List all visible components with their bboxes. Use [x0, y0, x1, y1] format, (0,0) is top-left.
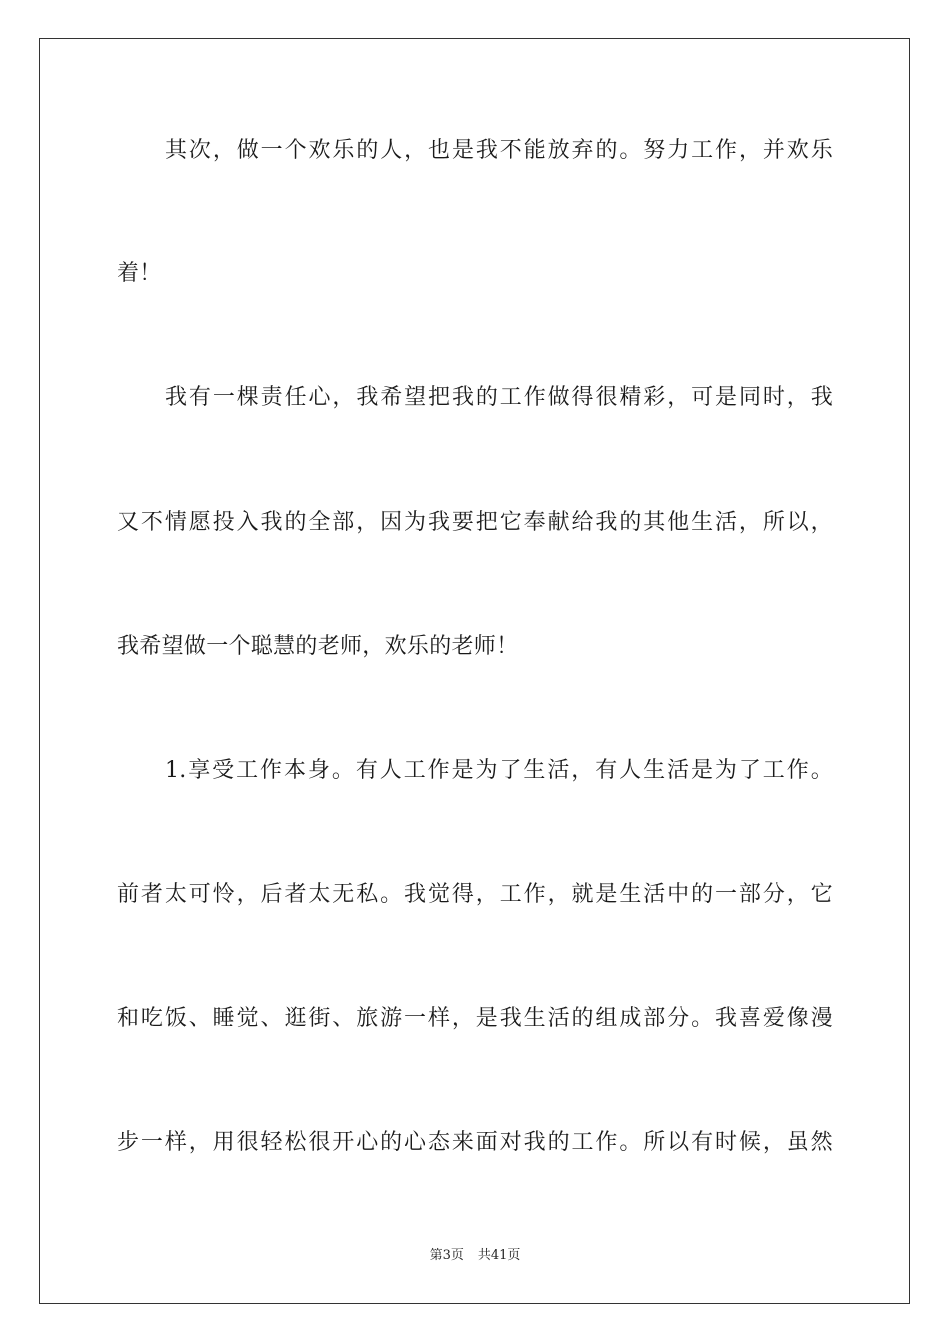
paragraph-line: 1.享受工作本身。有人工作是为了生活，有人生活是为了工作。 [165, 758, 833, 783]
paragraph-line: 我希望做一个聪慧的老师，欢乐的老师！ [117, 634, 519, 659]
paragraph-line: 我有一棵责任心，我希望把我的工作做得很精彩，可是同时，我 [165, 385, 833, 410]
paragraph-line: 又不情愿投入我的全部，因为我要把它奉献给我的其他生活，所以， [117, 510, 833, 535]
paragraph-line: 步一样，用很轻松很开心的心态来面对我的工作。所以有时候，虽然 [117, 1130, 833, 1155]
paragraph-line: 着！ [117, 261, 162, 286]
paragraph-line: 前者太可怜，后者太无私。我觉得，工作，就是生活中的一部分，它 [117, 882, 833, 907]
paragraph-line: 和吃饭、睡觉、逛街、旅游一样，是我生活的组成部分。我喜爱像漫 [117, 1006, 833, 1031]
page-footer [0, 1247, 950, 1265]
page-number: 第3页 [429, 1248, 464, 1263]
page-total: 共41页 [477, 1248, 521, 1263]
page-border [39, 38, 910, 1304]
paragraph-line: 其次，做一个欢乐的人，也是我不能放弃的。努力工作，并欢乐 [165, 138, 833, 163]
